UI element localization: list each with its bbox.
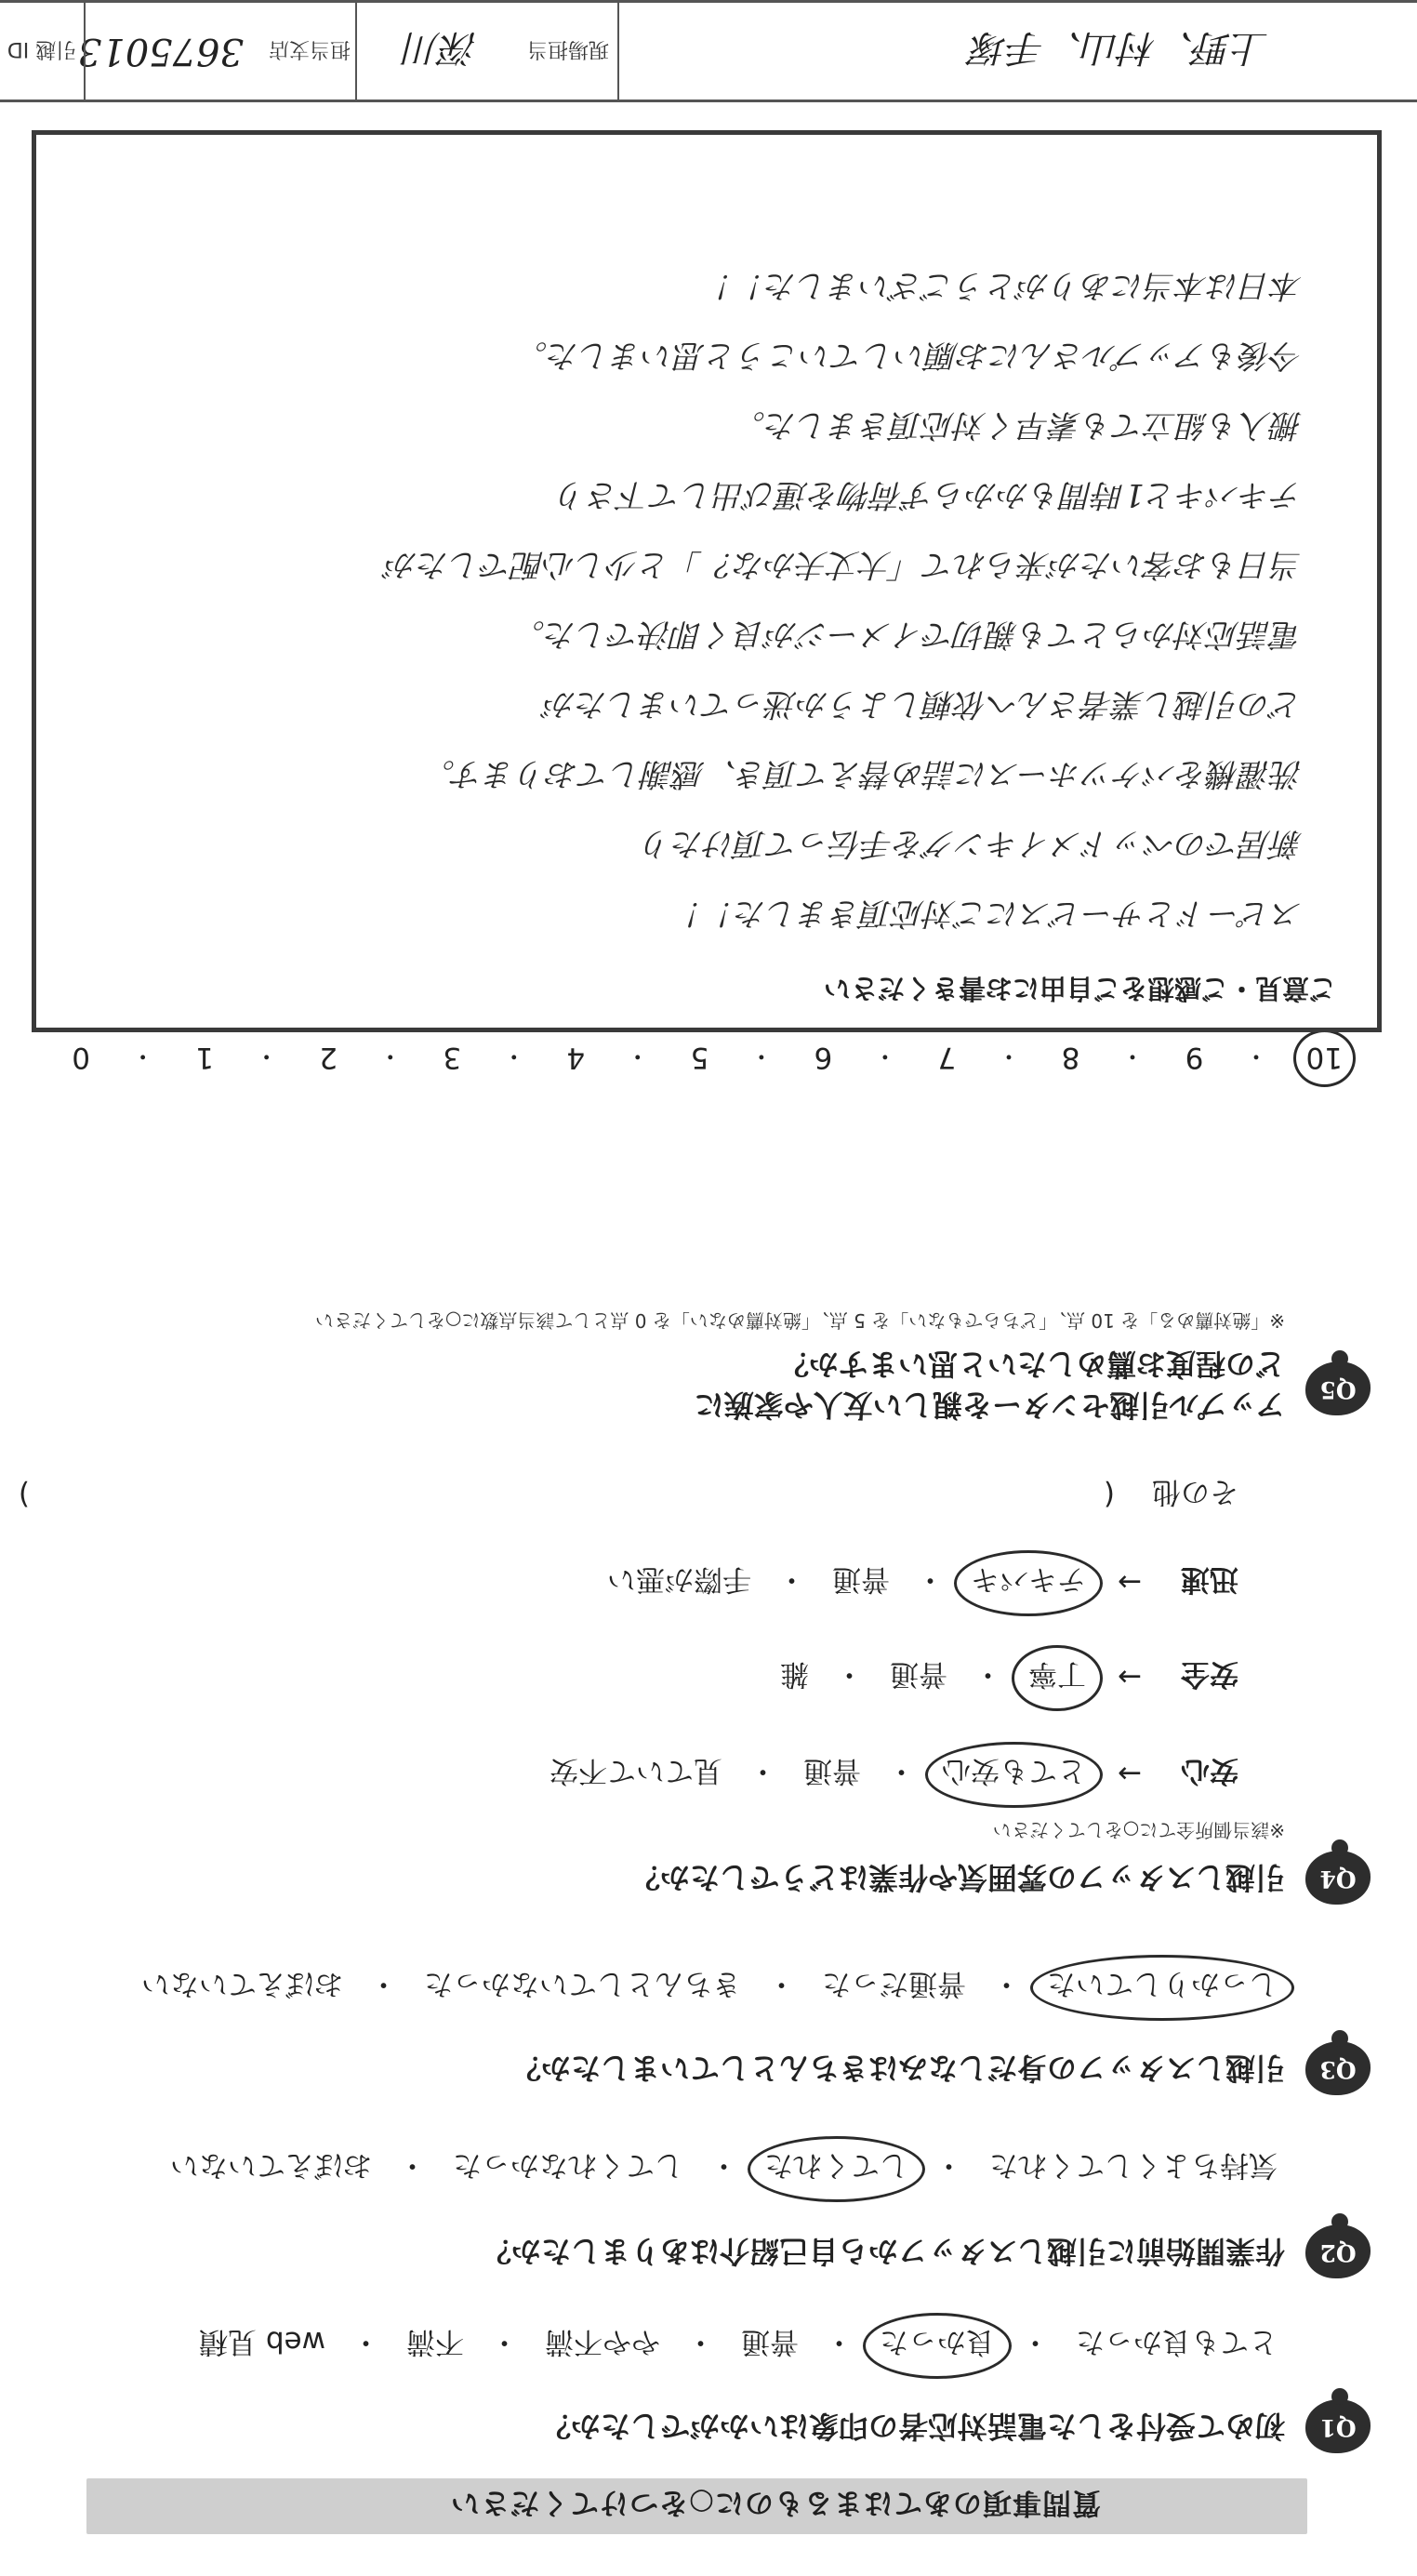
- q1-option-selected[interactable]: 良かった: [876, 2324, 999, 2366]
- branch-label-cell: [264, 3, 357, 100]
- q4-option[interactable]: 普通: [890, 1657, 948, 1691]
- q4-other-row: [2, 1474, 1238, 1516]
- question-5: [35, 1285, 1374, 1434]
- score-option[interactable]: 4: [566, 1041, 586, 1075]
- q2-option-selected[interactable]: してくれた: [761, 2147, 912, 2189]
- question-2: [35, 2141, 1374, 2280]
- question-4: [18, 1469, 1374, 1906]
- comment-line: 搬入も組立ても素早く対応頂きました。: [734, 406, 1303, 444]
- q4-option[interactable]: 普通: [803, 1754, 862, 1787]
- q4-row-anshin: 安心 → とても安心 ・ 普通 ・ 見ていて不安: [546, 1753, 1238, 1795]
- comment-line: 電話応対からとても親切でイメージが良く即決でした。: [513, 616, 1303, 653]
- q4-badge: Q4: [1304, 1849, 1374, 1906]
- branch-value[interactable]: 深川: [404, 26, 478, 70]
- q2-options: 気持ちよくしてくれた ・ してくれた ・ してくれなかった ・ おぼえていない: [166, 2147, 1281, 2189]
- q5-title-line2: どの程度お薦めしたいと思いますか？: [778, 1347, 1285, 1382]
- q4-row-label: 安全: [1181, 1657, 1238, 1691]
- q3-option[interactable]: おぼえていない: [141, 1967, 343, 2000]
- staff-label: 現場担当: [527, 37, 610, 61]
- score-option[interactable]: 9: [1185, 1041, 1204, 1075]
- q3-badge: Q3: [1304, 2039, 1374, 2097]
- q1-option[interactable]: とても良かった: [1076, 2325, 1278, 2358]
- q1-badge: Q1: [1304, 2397, 1374, 2455]
- comment-line: どの引越し業者さんへ依頼しようか迷っていましたが: [544, 685, 1303, 723]
- q5-badge: Q5: [1304, 1360, 1374, 1417]
- q3-option[interactable]: きちんとしていなかった: [424, 1967, 741, 2000]
- q4-note: ※該当個所全てに○をしてください: [992, 1819, 1285, 1841]
- arrow-right-icon: →: [1118, 1565, 1142, 1600]
- q4-option-selected[interactable]: とても安心: [938, 1753, 1090, 1795]
- comment-line: 本日は本当にありがとうございました！！: [702, 267, 1303, 304]
- q5-title-line1: アップル引越センターを親しい友人や家族に: [694, 1388, 1285, 1423]
- score-option[interactable]: 5: [690, 1041, 709, 1075]
- q2-badge: Q2: [1304, 2223, 1374, 2280]
- q4-option[interactable]: 雑: [780, 1657, 810, 1691]
- q1-options: とても良かった ・ 良かった ・ 普通 ・ やや不満 ・ 不満 ・ web 見積: [195, 2324, 1281, 2366]
- instruction-banner: [86, 2478, 1307, 2534]
- q1-option[interactable]: やや不満: [545, 2325, 660, 2358]
- q5-score-scale: 10 ・ 9 ・ 8 ・ 7 ・ 6 ・ 5 ・ 4 ・ 3 ・ 2 ・ 1 ・ 0: [69, 1041, 1343, 1075]
- q1-title: 初めて受付をした電話対応者の印象はいかがでしたか？: [540, 2409, 1285, 2444]
- comments-title: ご意見・ご感想をご自由にお書きください: [823, 973, 1336, 1004]
- q4-row-jinsoku: 迅速 → テキパキ ・ 普通 ・ 手際が悪い: [603, 1561, 1238, 1603]
- arrow-right-icon: →: [1118, 1757, 1142, 1791]
- score-option[interactable]: 8: [1061, 1041, 1080, 1075]
- staff-label-cell: [519, 3, 619, 100]
- q3-option[interactable]: 普通だった: [822, 1967, 966, 2000]
- q1-option[interactable]: web 見積: [199, 2325, 325, 2358]
- q2-option[interactable]: おぼえていない: [170, 2148, 372, 2182]
- q4-option[interactable]: 見ていて不安: [550, 1754, 723, 1787]
- comment-line: 洗濯機をバケツホースに詰め替えて頂き、感謝しております。: [423, 755, 1303, 792]
- q1-option[interactable]: 不満: [406, 2325, 464, 2358]
- id-label-cell: [0, 3, 86, 100]
- q3-option-selected[interactable]: しっかりしていた: [1043, 1966, 1281, 2008]
- q3-options: しっかりしていた ・ 普通だった ・ きちんとしていなかった ・ おぼえていない: [138, 1966, 1281, 2008]
- arrow-right-icon: →: [1118, 1660, 1142, 1694]
- comment-line: 新居でのベッドメイキングを手伝って頂けたり: [641, 825, 1303, 862]
- q2-title: 作業開始前に引越しスタッフから自己紹介はありましたか？: [481, 2234, 1285, 2269]
- q1-option[interactable]: 普通: [741, 2325, 799, 2358]
- score-option[interactable]: 0: [72, 1041, 90, 1075]
- score-option[interactable]: 7: [937, 1041, 957, 1075]
- q2-option[interactable]: 気持ちよくしてくれた: [989, 2148, 1278, 2182]
- q2-option[interactable]: してくれなかった: [453, 2148, 683, 2182]
- comment-line: 当日もお客いたが来られて「大丈夫かな？」と少し心配でしたが: [386, 546, 1303, 583]
- score-option[interactable]: 1: [195, 1041, 214, 1075]
- comment-line: スピードとサービスにご対応頂きました！！: [671, 895, 1303, 932]
- q4-row-label: 迅速: [1181, 1562, 1238, 1596]
- score-option[interactable]: 6: [814, 1041, 833, 1075]
- q4-other-paren-close: ): [18, 1478, 30, 1512]
- q5-note: ※「絶対薦める」を 10 点、「どちらでもない」を 5 点、「絶対薦めない」を 0 点として該当点数に○をしてください: [314, 1309, 1285, 1332]
- score-option[interactable]: 3: [443, 1041, 462, 1075]
- question-3: [35, 1958, 1374, 2097]
- q4-option-selected[interactable]: テキパキ: [967, 1561, 1090, 1603]
- comments-box[interactable]: [32, 130, 1382, 1032]
- instruction-text: 質問事項のあてはまるものに○をつけてください: [449, 2486, 1101, 2520]
- info-table: [0, 0, 1417, 102]
- q4-row-label: 安心: [1181, 1754, 1238, 1787]
- q4-option[interactable]: 普通: [832, 1562, 891, 1596]
- q4-option[interactable]: 手際が悪い: [607, 1562, 752, 1596]
- id-value[interactable]: 3675013: [77, 30, 244, 73]
- q4-other-label: その他: [1152, 1475, 1238, 1508]
- comment-line: テキパキと1時間もかからず荷物を運び出して下さり: [555, 476, 1303, 513]
- q4-option-selected[interactable]: 丁寧: [1025, 1656, 1090, 1698]
- question-1: [35, 2316, 1374, 2455]
- comment-line: 今後もアップルさんにお願いしていこうと思いました。: [515, 337, 1303, 374]
- q4-row-anzen: 安全 → 丁寧 ・ 普通 ・ 雑: [776, 1656, 1238, 1698]
- id-label: 引越 ID: [7, 37, 77, 61]
- score-option[interactable]: 2: [319, 1041, 338, 1075]
- staff-value[interactable]: 上野、村山、手塚: [971, 26, 1268, 70]
- score-option-selected[interactable]: 10: [1305, 1041, 1343, 1075]
- q3-title: 引越しスタッフの身だしなみはきちんとしていましたか？: [510, 2051, 1285, 2086]
- branch-label: 担当支店: [269, 37, 351, 61]
- q4-title: 引越しスタッフの雰囲気や作業はどうでしたか？: [629, 1860, 1285, 1895]
- q4-other-paren-open: (: [1103, 1478, 1115, 1512]
